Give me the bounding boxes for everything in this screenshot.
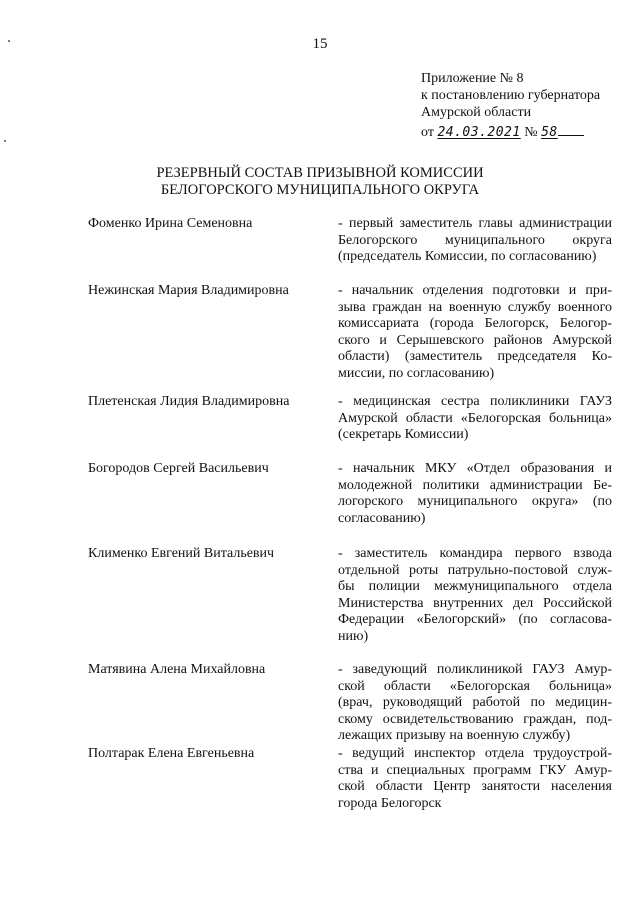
member-role-line: (секретарь Комиссии): [338, 427, 469, 442]
member-role-line: - медицинская сестра поликлиники ГАУЗ: [338, 394, 612, 409]
member-role-line: Амурской области «Белогорская больница»: [338, 410, 612, 426]
title-line-1: РЕЗЕРВНЫЙ СОСТАВ ПРИЗЫВНОЙ КОМИССИИ: [156, 165, 484, 181]
member-role: [338, 746, 612, 812]
member-row: [88, 746, 612, 812]
member-role-line: города Белогорск: [338, 795, 442, 811]
appendix-title: Приложение № 8: [421, 71, 524, 86]
member-role: [338, 546, 612, 645]
member-role-line: ства и специальных программ ГКУ Амур-: [338, 762, 612, 778]
number-underline: [558, 121, 584, 136]
member-role-line: области) (заместитель председателя Ко-: [338, 349, 612, 364]
appendix-region-line: Амурской области: [421, 105, 532, 120]
member-role-line: - первый заместитель главы администрации: [338, 216, 612, 231]
member-role-line: скому освидетельствованию граждан, под-: [338, 711, 612, 727]
member-role: [338, 461, 612, 527]
member-row: [88, 546, 612, 645]
member-role-line: ской области «Белогорская больница»: [338, 678, 612, 694]
member-role-line: Министерства внутренних дел Российской: [338, 595, 612, 611]
appendix-block: [421, 70, 621, 141]
member-role-line: - начальник отделения подготовки и при-: [338, 283, 612, 298]
member-role-line: бы полиции межмуниципального отдела: [338, 579, 612, 594]
member-role-line: (председатель Комиссии, по согласованию): [338, 249, 597, 264]
member-role-line: ской области Центр занятости населения: [338, 779, 612, 794]
member-name: Фоменко Ирина Семеновна: [88, 216, 253, 231]
member-role-line: нию): [338, 628, 369, 644]
member-name: Нежинская Мария Владимировна: [88, 283, 289, 298]
member-name: Матявина Алена Михайловна: [88, 662, 266, 677]
member-row: [88, 662, 612, 745]
member-role-line: Белогорского муниципального округа: [338, 232, 612, 248]
member-name: Клименко Евгений Витальевич: [88, 546, 275, 561]
member-name: Полтарак Елена Евгеньевна: [88, 746, 255, 761]
scan-speck: [4, 140, 6, 142]
member-role-line: молодежной политики администрации Бе-: [338, 477, 612, 493]
member-row: [88, 461, 612, 527]
number-prefix: №: [524, 125, 538, 140]
member-role: [338, 394, 612, 444]
member-role-line: лежащих призыву на военную службу): [338, 728, 571, 743]
member-role-line: комиссариата (города Белогорск, Белогор-: [338, 316, 612, 331]
member-name: Богородов Сергей Васильевич: [88, 461, 269, 476]
page-number: 15: [312, 36, 328, 52]
member-row: [88, 394, 612, 444]
member-role-line: ского и Серышевского районов Амурской: [338, 332, 612, 348]
member-row: [88, 216, 612, 266]
appendix-date-number-line: [421, 121, 621, 141]
document-title: [0, 165, 640, 199]
member-role-line: отдельной роты патрульно-постовой служ-: [338, 562, 612, 578]
member-role-line: - ведущий инспектор отдела трудоустрой-: [338, 746, 612, 761]
member-name: Плетенская Лидия Владимировна: [88, 394, 290, 409]
member-role-line: согласованию): [338, 510, 426, 526]
member-role: [338, 283, 612, 382]
member-role-line: - заместитель командира первого взвода: [338, 546, 612, 561]
member-role-line: логорского муниципального округа» (по: [338, 494, 612, 509]
member-role: [338, 216, 612, 266]
member-role-line: - начальник МКУ «Отдел образования и: [338, 461, 612, 476]
decree-number: 58: [541, 125, 558, 140]
title-line-2: БЕЛОГОРСКОГО МУНИЦИПАЛЬНОГО ОКРУГА: [160, 182, 480, 198]
member-role: [338, 662, 612, 745]
member-role-line: Федерации «Белогорский» (по согласова-: [338, 612, 612, 627]
member-row: [88, 283, 612, 382]
date-prefix: от: [421, 125, 434, 140]
member-role-line: (врач, руководящий работой по медицин-: [338, 695, 612, 710]
appendix-decree-line: к постановлению губернатора: [421, 88, 601, 103]
member-role-line: миссии, по согласованию): [338, 365, 495, 381]
decree-date: 24.03.2021: [437, 125, 521, 140]
member-role-line: - заведующий поликлиникой ГАУЗ Амур-: [338, 662, 612, 677]
scan-speck: [8, 40, 10, 42]
member-role-line: зыва граждан на военную службу военного: [338, 299, 612, 315]
